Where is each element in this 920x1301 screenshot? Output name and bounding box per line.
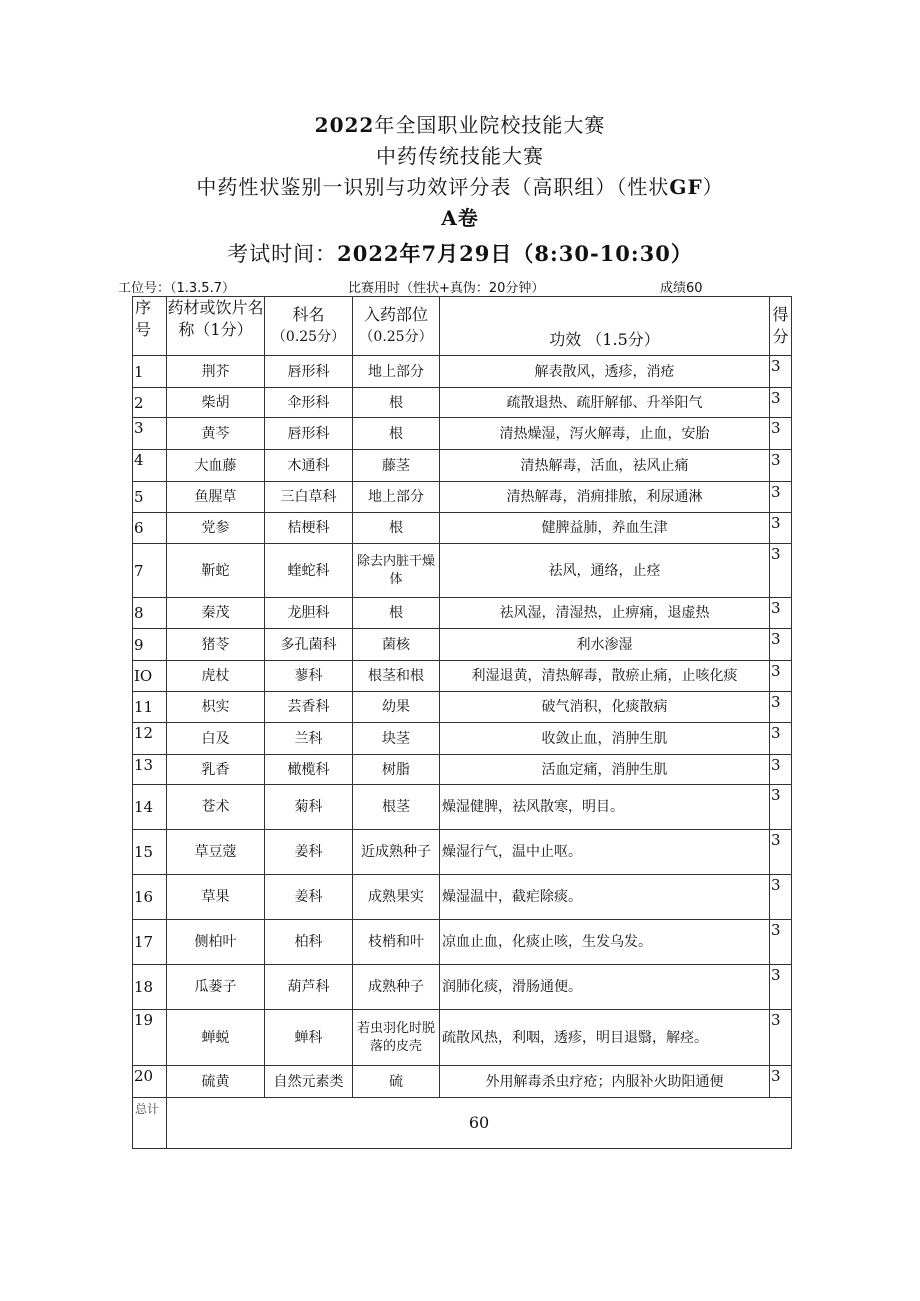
total-value: 60 xyxy=(167,1098,792,1149)
effect-cell: 解表散风，透疹，消疮 xyxy=(440,356,770,388)
seq-cell: 7 xyxy=(133,544,167,598)
seq-cell: 20 xyxy=(133,1066,167,1098)
table-row xyxy=(133,544,792,598)
table-row xyxy=(133,482,792,513)
seq-cell: 4 xyxy=(133,450,167,482)
title-competition: 2022年全国职业院校技能大赛 xyxy=(314,113,606,137)
col-family: 科名 （0.25分） xyxy=(265,297,353,356)
seq-cell: 9 xyxy=(133,629,167,661)
score-cell: 3 xyxy=(770,544,792,598)
seq-cell: 12 xyxy=(133,723,167,755)
effect-cell: 燥湿健脾，祛风散寒，明目。 xyxy=(440,785,770,830)
table-row xyxy=(133,661,792,692)
name-cell: 白及 xyxy=(167,723,265,755)
effect-cell: 凉血止血，化痰止咳，生发乌发。 xyxy=(440,920,770,965)
family-cell: 多孔菌科 xyxy=(265,629,353,661)
col-part: 入药部位 （0.25分） xyxy=(353,297,440,356)
score-cell: 3 xyxy=(770,513,792,544)
name-cell: 秦茂 xyxy=(167,598,265,629)
part-cell: 根 xyxy=(353,388,440,418)
effect-cell: 润肺化痰，滑肠通便。 xyxy=(440,965,770,1010)
name-cell: 枳实 xyxy=(167,692,265,723)
family-cell: 芸香科 xyxy=(265,692,353,723)
title-form: 中药性状鉴别一识别与功效评分表（高职组）（性状GF） xyxy=(196,175,724,199)
seq-cell: 18 xyxy=(133,965,167,1010)
family-cell: 菊科 xyxy=(265,785,353,830)
name-cell: 硫黄 xyxy=(167,1066,265,1098)
score-cell: 3 xyxy=(770,598,792,629)
seq-cell: 16 xyxy=(133,875,167,920)
seq-cell: 8 xyxy=(133,598,167,629)
part-cell: 地上部分 xyxy=(353,482,440,513)
title-block xyxy=(0,110,920,274)
part-cell: 树脂 xyxy=(353,755,440,785)
family-cell: 唇形科 xyxy=(265,418,353,450)
table-row xyxy=(133,723,792,755)
score-cell: 3 xyxy=(770,418,792,450)
family-cell: 桔梗科 xyxy=(265,513,353,544)
table-row xyxy=(133,513,792,544)
effect-cell: 疏散风热，利咽，透疹，明目退翳，解痉。 xyxy=(440,1010,770,1066)
score-cell: 3 xyxy=(770,785,792,830)
score-cell: 3 xyxy=(770,388,792,418)
family-cell: 自然元素类 xyxy=(265,1066,353,1098)
header-row xyxy=(133,297,792,356)
name-cell: 荆芥 xyxy=(167,356,265,388)
name-cell: 猪苓 xyxy=(167,629,265,661)
total-row xyxy=(133,1098,792,1149)
part-cell: 近成熟种子 xyxy=(353,830,440,875)
seq-cell: 5 xyxy=(133,482,167,513)
effect-cell: 外用解毒杀虫疗疮；内服补火助阳通便 xyxy=(440,1066,770,1098)
score-cell: 3 xyxy=(770,1066,792,1098)
part-cell: 若虫羽化时脱落的皮壳 xyxy=(353,1010,440,1066)
table-row xyxy=(133,1010,792,1066)
score-cell: 3 xyxy=(770,482,792,513)
part-cell: 菌核 xyxy=(353,629,440,661)
family-cell: 兰科 xyxy=(265,723,353,755)
seq-cell: 19 xyxy=(133,1010,167,1066)
part-cell: 成熟种子 xyxy=(353,965,440,1010)
effect-cell: 健脾益肺，养血生津 xyxy=(440,513,770,544)
effect-cell: 清热燥湿，泻火解毒，止血，安胎 xyxy=(440,418,770,450)
part-cell: 根 xyxy=(353,598,440,629)
part-cell: 根茎 xyxy=(353,785,440,830)
table-row xyxy=(133,875,792,920)
part-cell: 成熟果实 xyxy=(353,875,440,920)
table-row xyxy=(133,388,792,418)
name-cell: 乳香 xyxy=(167,755,265,785)
name-cell: 靳蛇 xyxy=(167,544,265,598)
table-row xyxy=(133,356,792,388)
table-row xyxy=(133,450,792,482)
part-cell: 藤茎 xyxy=(353,450,440,482)
col-name: 药材或饮片名称（1分） xyxy=(167,297,265,356)
name-cell: 虎杖 xyxy=(167,661,265,692)
part-cell: 块茎 xyxy=(353,723,440,755)
family-cell: 木通科 xyxy=(265,450,353,482)
table-row xyxy=(133,692,792,723)
name-cell: 草豆蔻 xyxy=(167,830,265,875)
exam-time: 考试时间：2022年7月29日（8:30-10:30） xyxy=(227,241,693,266)
name-cell: 蝉蜕 xyxy=(167,1010,265,1066)
seq-cell: 17 xyxy=(133,920,167,965)
table-row xyxy=(133,785,792,830)
score-cell: 3 xyxy=(770,755,792,785)
part-cell: 硫 xyxy=(353,1066,440,1098)
name-cell: 侧柏叶 xyxy=(167,920,265,965)
part-cell: 根 xyxy=(353,513,440,544)
station-number: 工位号：（1.3.5.7） xyxy=(118,281,235,296)
score-cell: 3 xyxy=(770,629,792,661)
name-cell: 黄芩 xyxy=(167,418,265,450)
family-cell: 葫芦科 xyxy=(265,965,353,1010)
total-label: 总计 xyxy=(133,1098,167,1149)
name-cell: 大血藤 xyxy=(167,450,265,482)
effect-cell: 祛风湿，清湿热，止痹痛，退虚热 xyxy=(440,598,770,629)
score-cell: 3 xyxy=(770,830,792,875)
seq-cell: 3 xyxy=(133,418,167,450)
seq-cell: 15 xyxy=(133,830,167,875)
seq-cell: 2 xyxy=(133,388,167,418)
competition-duration: 比赛用时（性状+真伪：20分钟） xyxy=(348,281,545,296)
family-cell: 姜科 xyxy=(265,830,353,875)
family-cell: 蓼科 xyxy=(265,661,353,692)
part-cell: 地上部分 xyxy=(353,356,440,388)
seq-cell: IO xyxy=(133,661,167,692)
family-cell: 三白草科 xyxy=(265,482,353,513)
name-cell: 瓜蒌子 xyxy=(167,965,265,1010)
col-score: 得分 xyxy=(770,297,792,356)
effect-cell: 燥湿温中，截疟除痰。 xyxy=(440,875,770,920)
family-cell: 柏科 xyxy=(265,920,353,965)
table-row xyxy=(133,1066,792,1098)
family-cell: 唇形科 xyxy=(265,356,353,388)
family-cell: 龙胆科 xyxy=(265,598,353,629)
part-cell: 除去内脏干燥体 xyxy=(353,544,440,598)
seq-cell: 13 xyxy=(133,755,167,785)
part-cell: 枝梢和叶 xyxy=(353,920,440,965)
effect-cell: 疏散退热、疏肝解郁、升举阳气 xyxy=(440,388,770,418)
seq-cell: 6 xyxy=(133,513,167,544)
table-row xyxy=(133,629,792,661)
table-row xyxy=(133,598,792,629)
title-event: 中药传统技能大赛 xyxy=(376,144,544,168)
total-score-label: 成绩60 xyxy=(660,281,703,296)
seq-cell: 11 xyxy=(133,692,167,723)
score-cell: 3 xyxy=(770,1010,792,1066)
title-paper: A卷 xyxy=(441,206,479,230)
effect-cell: 收敛止血，消肿生肌 xyxy=(440,723,770,755)
score-cell: 3 xyxy=(770,875,792,920)
family-cell: 橄榄科 xyxy=(265,755,353,785)
score-cell: 3 xyxy=(770,920,792,965)
name-cell: 鱼腥草 xyxy=(167,482,265,513)
col-effect: 功效 （1.5分） xyxy=(440,297,770,356)
effect-cell: 清热解毒，消痈排脓，利尿通淋 xyxy=(440,482,770,513)
family-cell: 伞形科 xyxy=(265,388,353,418)
score-cell: 3 xyxy=(770,356,792,388)
name-cell: 柴胡 xyxy=(167,388,265,418)
name-cell: 党参 xyxy=(167,513,265,544)
seq-cell: 1 xyxy=(133,356,167,388)
family-cell: 蝉科 xyxy=(265,1010,353,1066)
effect-cell: 破气消积，化痰散病 xyxy=(440,692,770,723)
table-row xyxy=(133,920,792,965)
family-cell: 姜科 xyxy=(265,875,353,920)
effect-cell: 利水渗湿 xyxy=(440,629,770,661)
part-cell: 根茎和根 xyxy=(353,661,440,692)
name-cell: 苍术 xyxy=(167,785,265,830)
family-cell: 蝰蛇科 xyxy=(265,544,353,598)
effect-cell: 活血定痛，消肿生肌 xyxy=(440,755,770,785)
table-row xyxy=(133,830,792,875)
effect-cell: 祛风，通络，止痉 xyxy=(440,544,770,598)
effect-cell: 燥湿行气，温中止呕。 xyxy=(440,830,770,875)
table-row xyxy=(133,418,792,450)
score-cell: 3 xyxy=(770,450,792,482)
part-cell: 幼果 xyxy=(353,692,440,723)
score-cell: 3 xyxy=(770,661,792,692)
info-line xyxy=(0,275,920,295)
table-row xyxy=(133,965,792,1010)
score-cell: 3 xyxy=(770,723,792,755)
seq-cell: 14 xyxy=(133,785,167,830)
col-seq: 序号 xyxy=(133,297,167,356)
table-row xyxy=(133,755,792,785)
effect-cell: 清热解毒，活血，祛风止痛 xyxy=(440,450,770,482)
part-cell: 根 xyxy=(353,418,440,450)
score-table xyxy=(132,296,792,1149)
name-cell: 草果 xyxy=(167,875,265,920)
score-cell: 3 xyxy=(770,692,792,723)
effect-cell: 利湿退黄，清热解毒，散瘀止痛，止咳化痰 xyxy=(440,661,770,692)
score-cell: 3 xyxy=(770,965,792,1010)
